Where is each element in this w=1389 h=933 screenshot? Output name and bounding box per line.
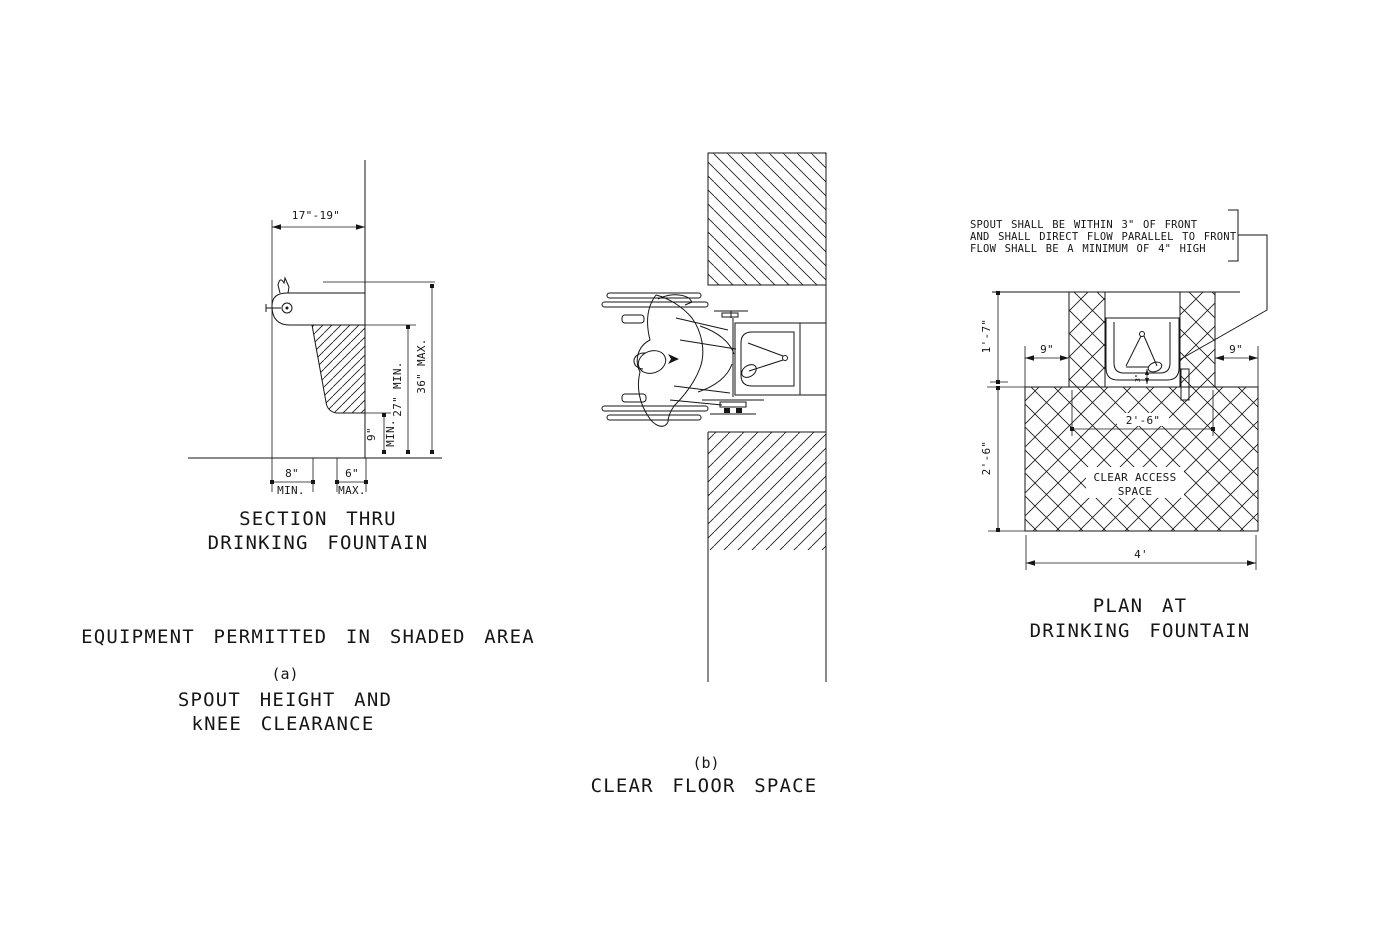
spout-point <box>783 356 788 361</box>
dimension-spout-height <box>415 284 434 454</box>
dimension-knee-depth <box>270 458 315 497</box>
dimension-total-width <box>1026 535 1256 570</box>
fountain-plan-side <box>735 323 826 395</box>
armrest-top <box>622 315 644 323</box>
dim-text-side-right: 9" <box>1229 343 1243 356</box>
wheel-bottom-outer <box>607 415 701 420</box>
wheel-bottom-inner <box>602 406 708 411</box>
section-subtitle-line2: kNEE CLEARANCE <box>191 713 375 735</box>
right-wall-pier <box>1180 292 1215 387</box>
dim-text-alcove-width: 2'-6" <box>1125 414 1161 427</box>
head-detail <box>634 353 645 369</box>
dim-text-spout-height: 36" MAX. <box>415 338 428 394</box>
dimension-toe-height <box>365 413 397 454</box>
dimension-toe-depth <box>335 458 368 497</box>
lower-wall-hatch <box>708 432 826 550</box>
dim-text-toe-depth: 6" <box>345 467 359 480</box>
dim-text-spout-depth: 17"-19" <box>291 209 341 222</box>
plan-title-line1: PLAN AT <box>1092 595 1188 617</box>
note-line1: SPOUT SHALL BE WITHIN 3" OF FRONT <box>970 219 1198 231</box>
dimension-side-right <box>1215 343 1258 387</box>
dim-text-spout-front: 3" <box>1134 373 1142 383</box>
clear-access-slab <box>1025 387 1258 531</box>
upper-wall-section <box>708 153 826 285</box>
dimension-access-depth <box>980 386 1025 532</box>
clear-floor-diagram <box>591 153 826 797</box>
dim-text-toe-height: 9" <box>365 427 378 441</box>
label-b: (b) <box>692 754 720 772</box>
bubbler-stream-icon <box>278 278 289 293</box>
shaded-equipment-area <box>312 325 365 413</box>
dimension-spout-depth <box>272 209 365 230</box>
section-subtitle-line1: SPOUT HEIGHT AND <box>177 689 393 711</box>
plan-diagram <box>970 210 1267 642</box>
section-diagram <box>81 160 535 735</box>
access-label-line1: CLEAR ACCESS <box>1093 471 1177 484</box>
note-line2: AND SHALL DIRECT FLOW PARALLEL TO FRONT <box>970 231 1237 243</box>
basin-outline <box>741 332 794 386</box>
wheelchair-user-figure <box>602 293 764 426</box>
section-title-line1: SECTION THRU <box>239 508 397 530</box>
dim-text-side-left: 9" <box>1040 343 1054 356</box>
label-a: (a) <box>271 665 299 683</box>
access-label-line2: SPACE <box>1117 485 1153 498</box>
section-title-line2: DRINKING FOUNTAIN <box>207 532 429 554</box>
dim-text-alcove-depth: 1'-7" <box>980 318 993 354</box>
plan-title-line2: DRINKING FOUNTAIN <box>1029 620 1251 642</box>
dim-text-knee-depth-suffix: MIN. <box>277 484 305 497</box>
equipment-caption: EQUIPMENT PERMITTED IN SHADED AREA <box>81 626 535 648</box>
dim-text-access-depth: 2'-6" <box>980 440 993 476</box>
dim-text-toe-depth-suffix: MAX. <box>338 484 366 497</box>
dim-text-total-width: 4' <box>1134 548 1148 561</box>
push-button-dot <box>286 307 289 310</box>
left-wall-pier <box>1069 292 1105 387</box>
dimension-side-left <box>1025 343 1069 387</box>
wheel-top-inner <box>602 302 708 307</box>
dim-text-toe-height-suffix: MIN. <box>384 419 397 447</box>
dim-text-knee-clearance: 27" MIN. <box>391 361 404 417</box>
dimension-alcove-depth <box>980 291 1025 387</box>
clear-floor-title: CLEAR FLOOR SPACE <box>590 775 818 797</box>
dim-text-knee-depth: 8" <box>285 467 299 480</box>
gaze-arrow-icon <box>668 354 679 364</box>
armrest-bottom <box>622 394 646 402</box>
note-line3: FLOW SHALL BE A MINIMUM OF 4" HIGH <box>970 243 1206 255</box>
